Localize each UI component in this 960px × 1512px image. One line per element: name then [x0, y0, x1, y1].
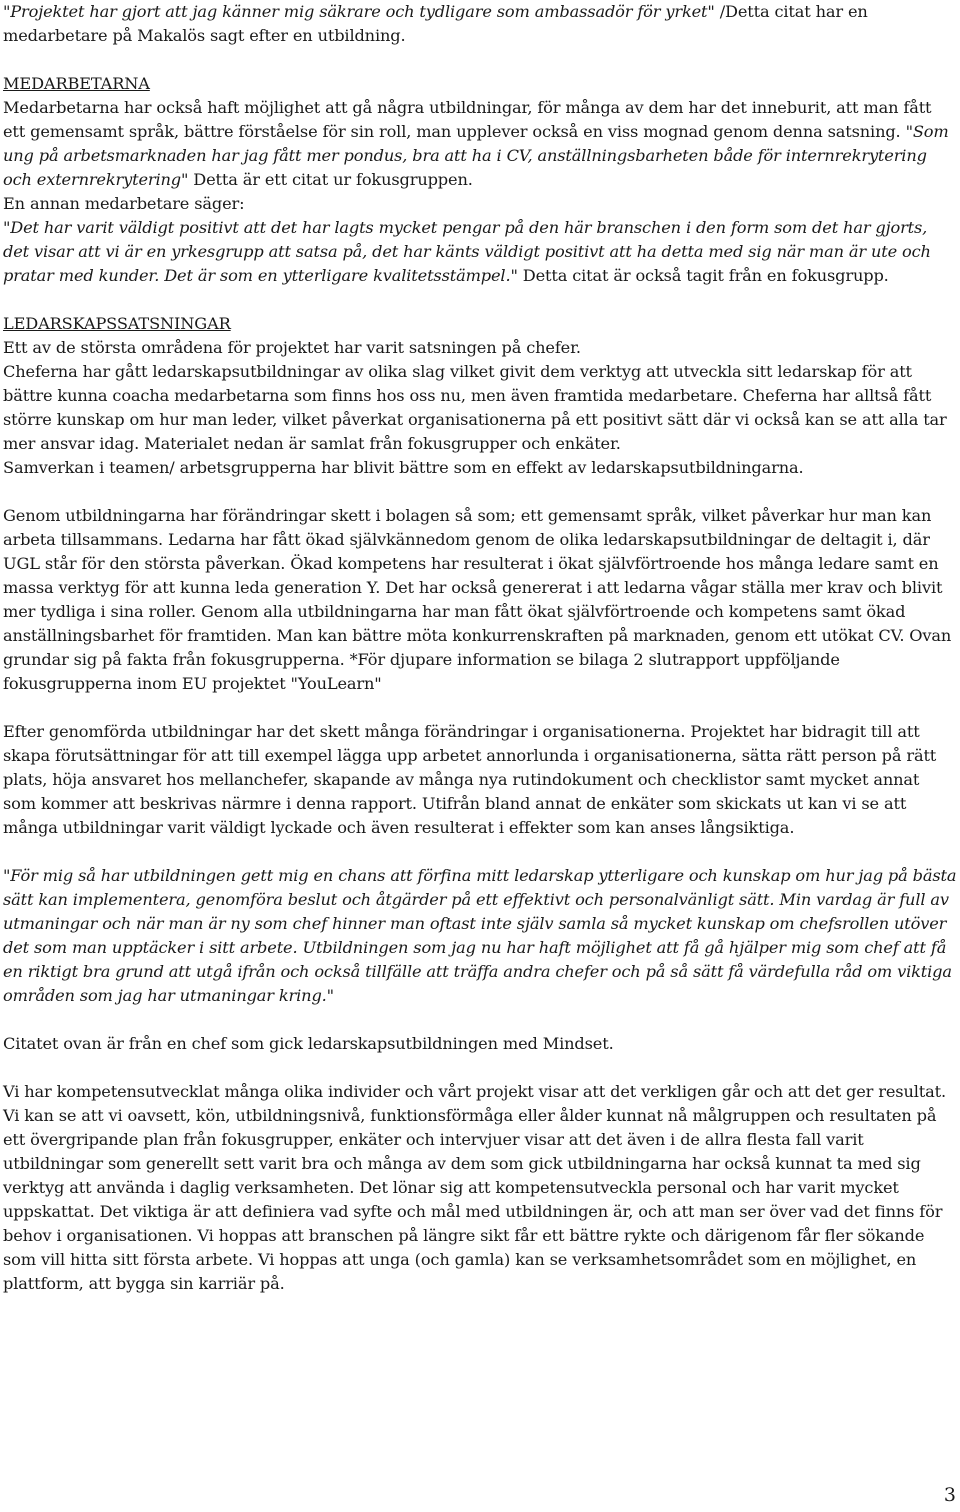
page-number: 3: [943, 1484, 956, 1506]
medarbetarna-paragraph-2-intro: En annan medarbetare säger:: [3, 194, 245, 213]
spacer: [3, 48, 957, 72]
medarbetarna-quote-2-source: Detta citat är också tagit från en fokusgrupp.: [517, 266, 889, 285]
spacer: [3, 1008, 957, 1032]
medarbetarna-quote-source: Detta är ett citat ur fokusgruppen.: [188, 170, 473, 189]
intro-paragraph: [3, 0, 957, 48]
genom-paragraph: Genom utbildningarna har förändringar skett i bolagen så som; ett gemensamt språk, vilket påverkar hur man kan arbeta tillsammans. Ledarna har fått ökad självkännedom genom de olika ledarskapsutbildningar de deltagit i, där UGL står för den största påverkan. Ökad kompetens har resulterat i ökat självförtroende hos många ledare samt en massa verktyg för att kunna leda generation Y. Det har också genererat i att ledarna vågar ställa mer krav och blivit mer tydliga i sina roller. Genom alla utbildningarna har man fått ökat självförtroende och kompetens samt ökad anställningsbarhet för framtiden. Man kan bättre möta konkurrenskraften på marknaden, genom ett utökat CV. Ovan grundar sig på fakta från fokusgrupperna. *För djupare information se bilaga 2 slutrapport uppföljande fokusgrupperna inom EU projektet "YouLearn": [3, 506, 952, 693]
conclusion-paragraph: Vi har kompetensutvecklat många olika individer och vårt projekt visar att det verkligen går och att det ger resultat. Vi kan se att vi oavsett, kön, utbildningsnivå, funktionsförmåga eller ålder kunnat nå målgruppen och resultaten på ett övergripande plan från fokusgrupper, enkäter och intervjuer visar att det även i de allra flesta fall varit utbildningar som generellt sett varit bra och många av dem som gick utbildningarna har också kunnat ta med sig verktyg att använda i daglig verksamheten. Det lönar sig att kompetensutveckla personal och har varit mycket uppskattat. Det viktiga är att definiera vad syfte och mål med utbildningen är, och att man ser över vad det finns för behov i organisationen. Vi hoppas att branschen på längre sikt får ett bättre rykte och därigenom får fler sökande som vill hitta sitt första arbete. Vi hoppas att unga (och gamla) kan se verksamhetsområdet som en möjlighet, en plattform, att bygga sin karriär på.: [3, 1082, 946, 1293]
medarbetarna-quote-2: "Det har varit väldigt positivt att det har lagts mycket pengar på den här branschen i den form som det har gjorts, det visar att vi är en yrkesgrupp att satsa på, det har känts väldigt positivt att ha detta med sig när man är ute och pratar med kunder. Det är som en ytterligare kvalitetsstämpel.": [3, 218, 931, 285]
ledarskap-paragraph-3: Samverkan i teamen/ arbetsgrupperna har blivit bättre som en effekt av ledarskapsutbildningarna.: [3, 458, 804, 477]
ledarskap-paragraph-2: Cheferna har gått ledarskapsutbildningar av olika slag vilket givit dem verktyg att utveckla sitt ledarskap för att bättre kunna coacha medarbetarna som finns hos oss nu, men även framtida medarbetare. Cheferna har alltså fått större kunskap om hur man leder, vilket påverkat organisationerna på ett positivt sätt där vi också kan se att alla tar mer ansvar idag. Materialet nedan är samlat från fokusgrupper och enkäter.: [3, 362, 947, 453]
spacer: [3, 288, 957, 312]
spacer: [3, 840, 957, 864]
spacer: [3, 1056, 957, 1080]
citatet-paragraph: Citatet ovan är från en chef som gick ledarskapsutbildningen med Mindset.: [3, 1034, 614, 1053]
document-page: [3, 0, 957, 1296]
medarbetarna-paragraph-1: [3, 96, 957, 192]
medarbetarna-text: Medarbetarna har också haft möjlighet att gå några utbildningar, för många av dem har det inneburit, att man fått ett gemensamt språk, bättre förståelse för sin roll, man upplever också en viss mognad genom denna satsning.: [3, 98, 932, 141]
ledarskap-paragraph-1: Ett av de största områdena för projektet har varit satsningen på chefer.: [3, 338, 581, 357]
spacer: [3, 696, 957, 720]
section-heading-medarbetarna: MEDARBETARNA: [3, 74, 150, 93]
section-heading-ledarskap: LEDARSKAPSSATSNINGAR: [3, 314, 231, 333]
intro-quote: "Projektet har gjort att jag känner mig säkrare och tydligare som ambassadör för yrket": [3, 2, 715, 21]
efter-paragraph: Efter genomförda utbildningar har det skett många förändringar i organisationerna. Projektet har bidragit till att skapa förutsättningar för att till exempel lägga upp arbetet annorlunda i organisationerna, sätta rätt person på rätt plats, höja ansvaret hos mellanchefer, skapande av många nya rutindokument och checklistor samt mycket annat som kommer att beskrivas närmre i denna rapport. Utifrån bland annat de enkäter som skickats ut kan vi se att många utbildningar varit väldigt lyckade och även resulterat i effekter som kan anses långsiktiga.: [3, 722, 937, 837]
spacer: [3, 480, 957, 504]
intro-source: /Detta citat har en medarbetare på Makalös sagt efter en utbildning.: [3, 2, 868, 45]
medarbetarna-quote: "Som ung på arbetsmarknaden har jag fått mer pondus, bra att ha i CV, anställningsbarheten både för internrekrytering och externrekrytering": [3, 122, 949, 189]
medarbetarna-paragraph-2: [3, 216, 957, 288]
chef-quote: "För mig så har utbildningen gett mig en chans att förfina mitt ledarskap ytterligare och kunskap om hur jag på bästa sätt kan implementera, genomföra beslut och åtgärder på ett effektivt och personalvänligt sätt. Min vardag är full av utmaningar och när man är ny som chef hinner man oftast inte själv samla så mycket kunskap om chefsrollen utöver det som man upptäcker i sitt arbete. Utbildningen som jag nu har haft möjlighet att få gå hjälper mig som chef att få en riktigt bra grund att utgå ifrån och också tillfälle att träffa andra chefer och på så sätt få värdefulla råd om viktiga områden som jag har utmaningar kring.": [3, 866, 957, 1005]
